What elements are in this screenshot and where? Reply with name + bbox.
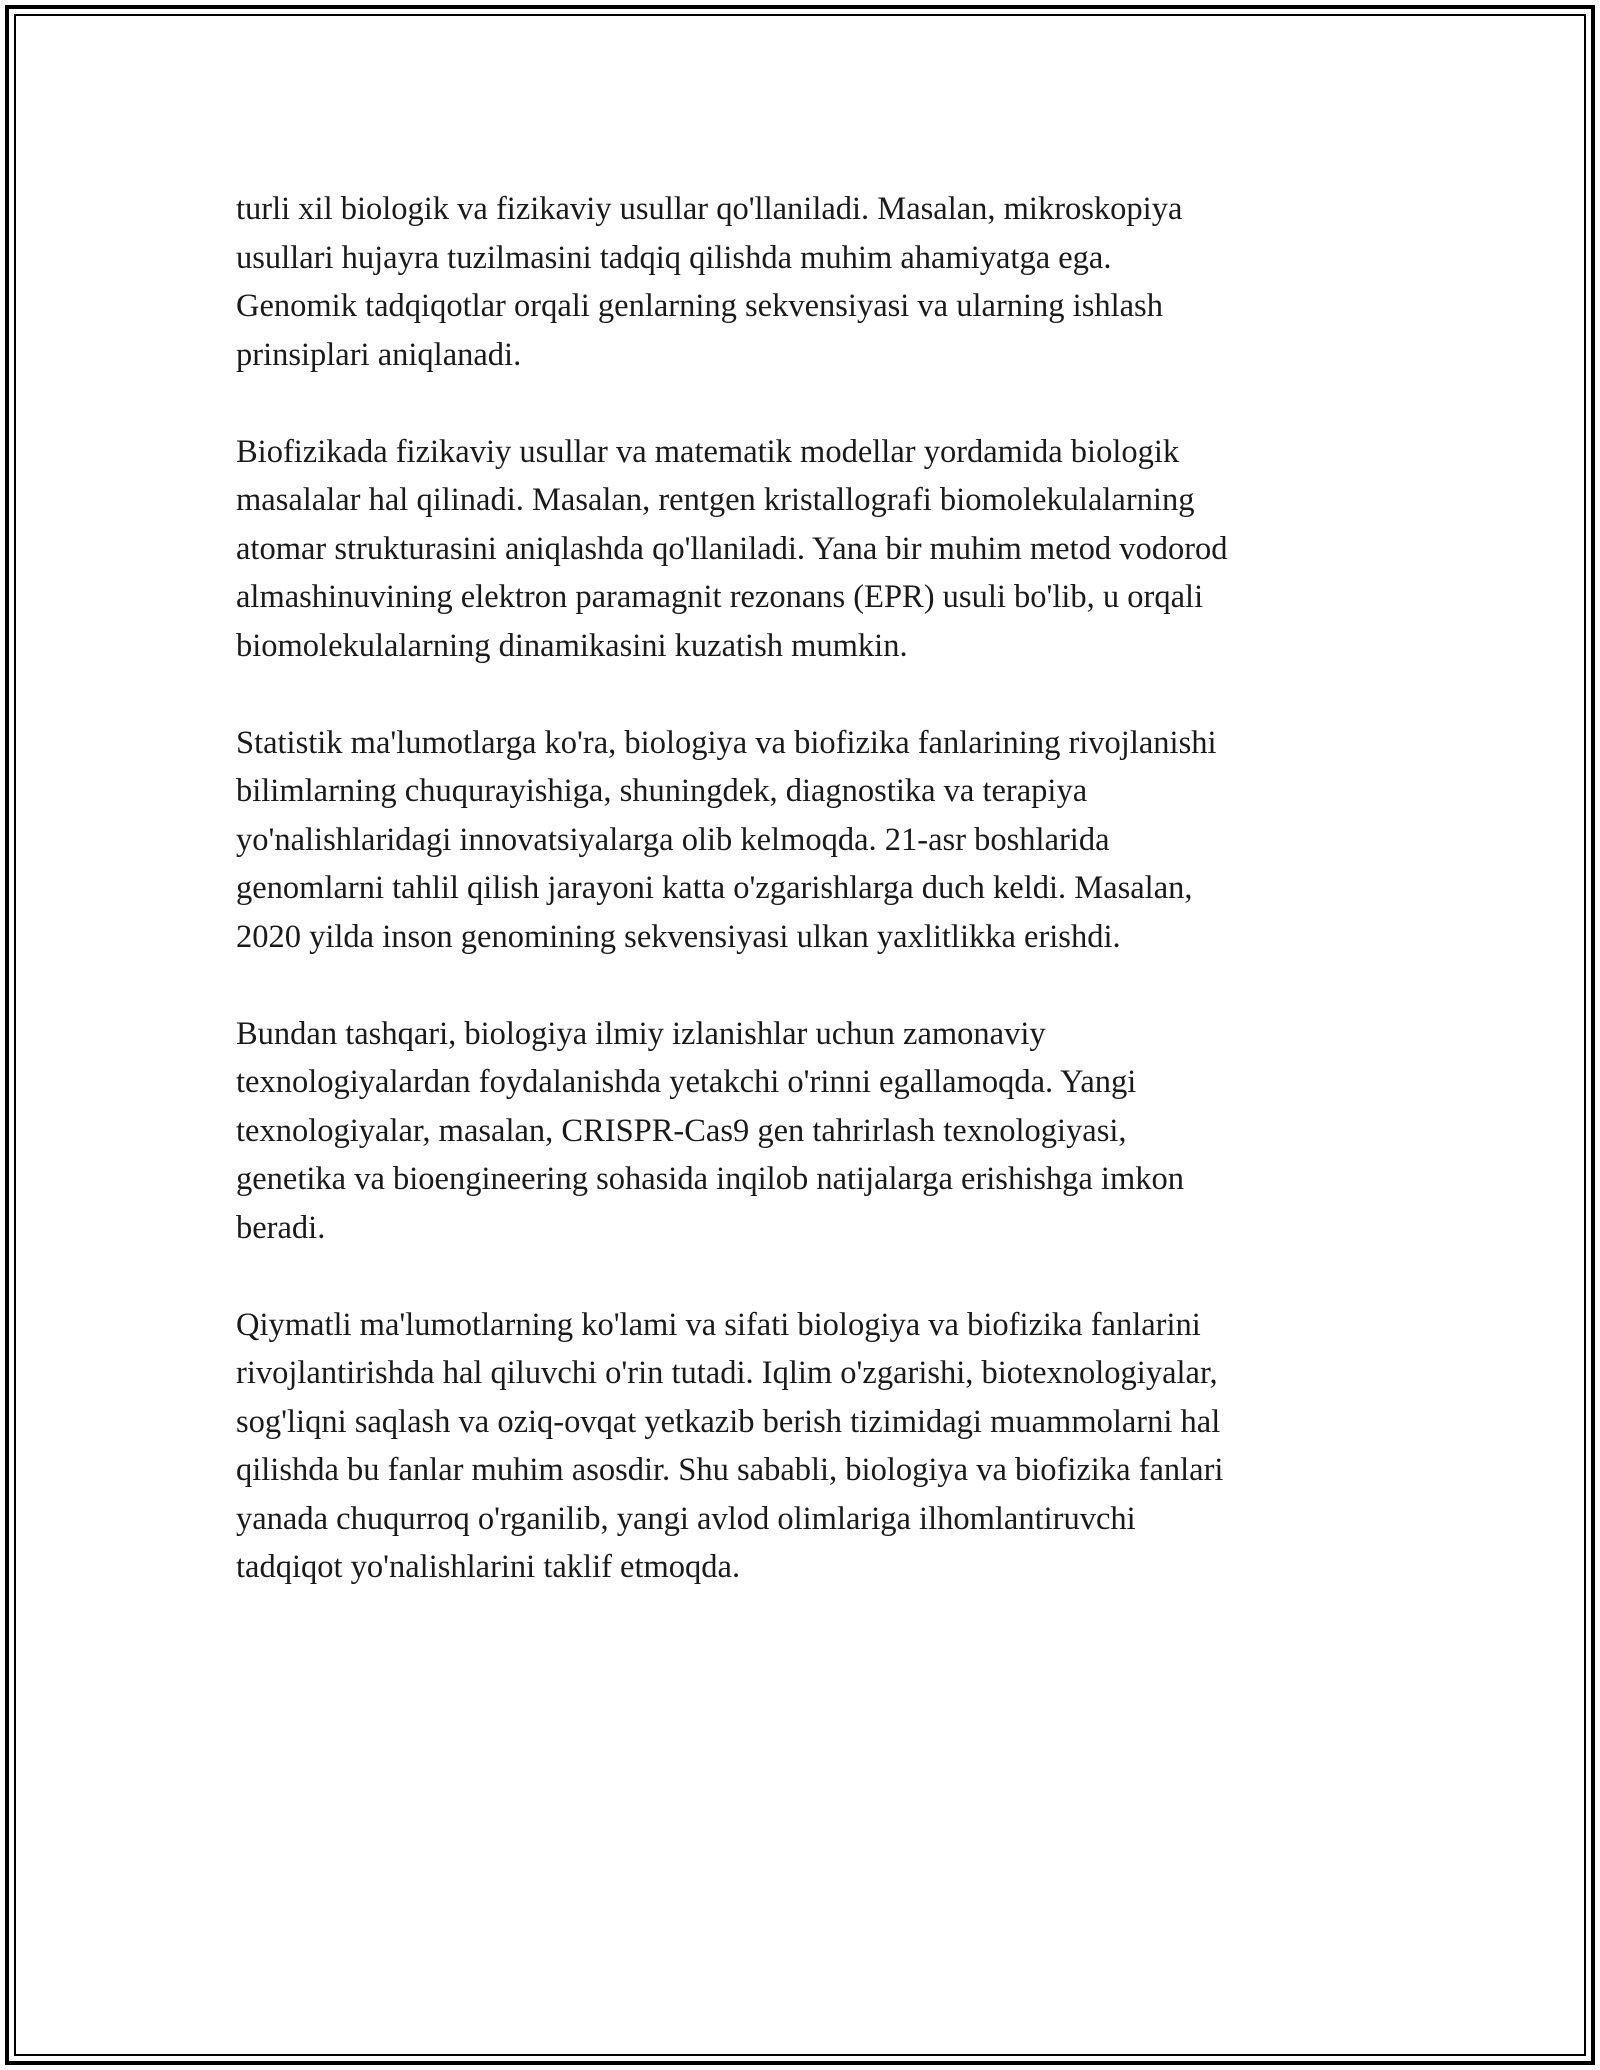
paragraph-1 bbox=[236, 185, 1376, 379]
text-line: turli xil biologik va fizikaviy usullar qo'llaniladi. Masalan, mikroskopiya bbox=[236, 191, 1183, 227]
text-line: texnologiyalar, masalan, CRISPR-Cas9 gen tahrirlash texnologiyasi, bbox=[236, 1112, 1127, 1149]
text-line: almashinuvining elektron paramagnit rezonans (EPR) usuli bo'lib, u orqali bbox=[236, 579, 1204, 615]
text-line: Bundan tashqari, biologiya ilmiy izlanishlar uchun zamonaviy bbox=[236, 1015, 1046, 1052]
text-line: genomlarni tahlil qilish jarayoni katta o'zgarishlarga duch keldi. Masalan, bbox=[236, 870, 1193, 906]
text-line: Biofizikada fizikaviy usullar va matematik modellar yordamida biologik bbox=[236, 433, 1180, 470]
text-line: genetika va bioengineering sohasida inqilob natijalarga erishishga imkon bbox=[236, 1161, 1184, 1197]
paragraph-3 bbox=[236, 719, 1376, 962]
text-line: Statistik ma'lumotlarga ko'ra, biologiya va biofizika fanlarining rivojlanishi bbox=[236, 724, 1217, 761]
text-line: sog'liqni saqlash va oziq-ovqat yetkazib berish tizimidagi muammolarni hal bbox=[236, 1403, 1221, 1440]
text-line: qilishda bu fanlar muhim asosdir. Shu sababli, biologiya va biofizika fanlari bbox=[236, 1452, 1224, 1488]
paragraph-4 bbox=[236, 1010, 1376, 1253]
text-line: atomar strukturasini aniqlashda qo'llaniladi. Yana bir muhim metod vodorod bbox=[236, 530, 1228, 567]
text-line: texnologiyalardan foydalanishda yetakchi o'rinni egallamoqda. Yangi bbox=[236, 1064, 1137, 1100]
paragraph-2 bbox=[236, 428, 1376, 671]
document-body bbox=[236, 185, 1376, 1640]
text-line: masalalar hal qilinadi. Masalan, rentgen kristallografi biomolekulalarning bbox=[236, 482, 1195, 518]
text-line: tadqiqot yo'nalishlarini taklif etmoqda. bbox=[236, 1549, 741, 1585]
text-line: yanada chuqurroq o'rganilib, yangi avlod olimlariga ilhomlantiruvchi bbox=[236, 1500, 1136, 1537]
text-line: prinsiplari aniqlanadi. bbox=[236, 336, 522, 373]
text-line: beradi. bbox=[236, 1209, 326, 1246]
text-line: Qiymatli ma'lumotlarning ko'lami va sifati biologiya va biofizika fanlarini bbox=[236, 1306, 1201, 1343]
text-line: rivojlantirishda hal qiluvchi o'rin tutadi. Iqlim o'zgarishi, biotexnologiyalar, bbox=[236, 1355, 1218, 1391]
text-line: Genomik tadqiqotlar orqali genlarning sekvensiyasi va ularning ishlash bbox=[236, 288, 1163, 324]
text-line: usullari hujayra tuzilmasini tadqiq qilishda muhim ahamiyatga ega. bbox=[236, 239, 1112, 276]
paragraph-5 bbox=[236, 1301, 1376, 1592]
text-line: bilimlarning chuqurayishiga, shuningdek, diagnostika va terapiya bbox=[236, 773, 1088, 809]
text-line: 2020 yilda inson genomining sekvensiyasi ulkan yaxlitlikka erishdi. bbox=[236, 918, 1121, 955]
text-line: biomolekulalarning dinamikasini kuzatish mumkin. bbox=[236, 627, 908, 664]
text-line: yo'nalishlaridagi innovatsiyalarga olib kelmoqda. 21-asr boshlarida bbox=[236, 821, 1110, 858]
